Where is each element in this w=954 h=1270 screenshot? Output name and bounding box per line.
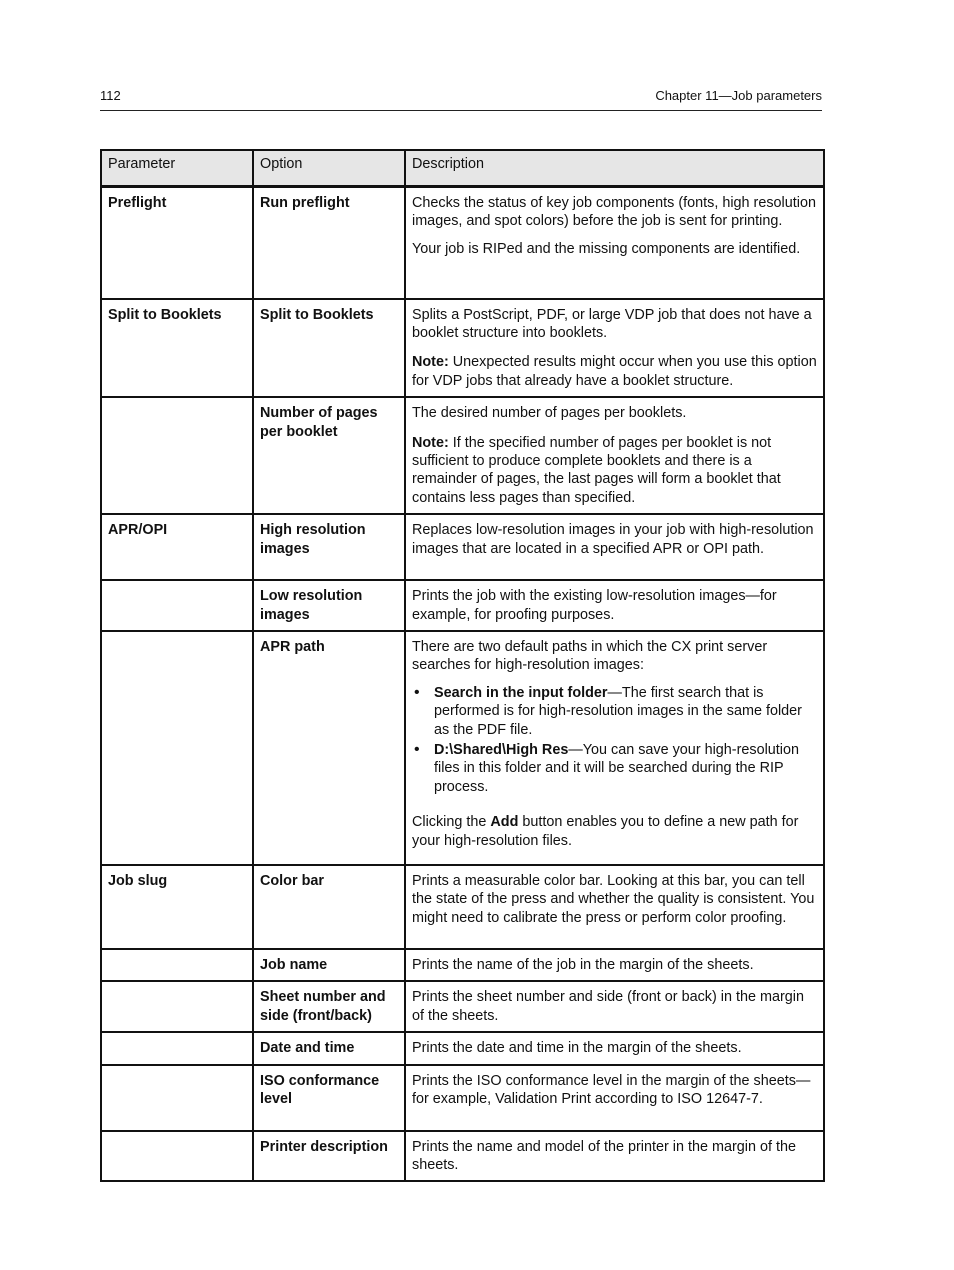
outro-text: Clicking the — [412, 814, 491, 831]
description-cell: Prints the name and model of the printer in the margin of the sheets. — [405, 1131, 824, 1182]
column-header-description: Description — [405, 150, 824, 187]
parameter-cell: Job slug — [101, 865, 253, 949]
option-cell: Date and time — [253, 1032, 405, 1064]
option-cell: Run preflight — [253, 187, 405, 299]
list-item — [412, 741, 817, 796]
option-cell: High resolution images — [253, 514, 405, 580]
description-cell: Replaces low-resolution images in your job with high-resolution images that are located in a specified APR or OPI path. — [405, 514, 824, 580]
description-cell — [405, 187, 824, 299]
note-text: If the specified number of pages per booklet is not sufficient to produce complete booklets and there is a remainder of pages, the last pages will form a booklet that contains less pages than specified. — [412, 434, 781, 506]
option-cell: Color bar — [253, 865, 405, 949]
column-header-option: Option — [253, 150, 405, 187]
path-name: D:\Shared\High Res — [434, 742, 569, 758]
note-label: Note: — [412, 354, 449, 371]
table-row — [101, 865, 824, 949]
path-description: —You can save your high-resolution files in this folder and it will be searched during the RIP process. — [434, 742, 800, 795]
job-parameters-table — [100, 149, 825, 1182]
table-row — [101, 1065, 824, 1131]
option-cell: Low resolution images — [253, 580, 405, 631]
description-cell — [405, 397, 824, 514]
option-cell: ISO conformance level — [253, 1065, 405, 1131]
table-row — [101, 949, 824, 981]
table-row — [101, 397, 824, 514]
option-cell: Job name — [253, 949, 405, 981]
table-row — [101, 299, 824, 398]
option-cell: Split to Booklets — [253, 299, 405, 398]
parameter-cell — [101, 1065, 253, 1131]
note-paragraph — [412, 434, 817, 508]
note-label: Note: — [412, 434, 449, 451]
parameter-cell: Preflight — [101, 187, 253, 299]
chapter-title: Chapter 11—Job parameters — [655, 88, 822, 103]
page-header — [100, 88, 822, 111]
column-header-parameter: Parameter — [101, 150, 253, 187]
description-cell: Prints the job with the existing low-resolution images—for example, for proofing purposes. — [405, 580, 824, 631]
parameter-cell: Split to Booklets — [101, 299, 253, 398]
parameter-cell — [101, 1032, 253, 1064]
table-header-row — [101, 150, 824, 187]
parameter-cell — [101, 1131, 253, 1182]
parameter-cell — [101, 580, 253, 631]
parameter-cell — [101, 397, 253, 514]
description-text: The desired number of pages per booklets. — [412, 405, 687, 422]
table-row — [101, 1131, 824, 1182]
description-text: Splits a PostScript, PDF, or large VDP job that does not have a booklet structure into booklets. — [412, 306, 812, 341]
page-number: 112 — [100, 88, 121, 103]
parameter-cell — [101, 981, 253, 1032]
parameter-cell — [101, 631, 253, 865]
table-row — [101, 1032, 824, 1064]
table-row — [101, 631, 824, 865]
description-cell: Prints the date and time in the margin of the sheets. — [405, 1032, 824, 1064]
description-cell: Prints the sheet number and side (front or back) in the margin of the sheets. — [405, 981, 824, 1032]
parameter-cell — [101, 949, 253, 981]
table-row — [101, 580, 824, 631]
list-item — [412, 684, 817, 739]
table-row — [101, 514, 824, 580]
note-paragraph — [412, 353, 817, 390]
option-cell: Printer description — [253, 1131, 405, 1182]
option-cell: Number of pages per booklet — [253, 397, 405, 514]
description-text: There are two default paths in which the CX print server searches for high-resolution images: — [412, 638, 768, 674]
note-text: Unexpected results might occur when you use this option for VDP jobs that already have a booklet structure. — [412, 354, 817, 389]
description-cell: Prints the ISO conformance level in the margin of the sheets—for example, Validation Print according to ISO 12647-7. — [405, 1065, 824, 1131]
bullet-list — [412, 684, 817, 796]
description-text: Checks the status of key job components (fonts, high resolution images, and spot colors) before the job is sent for printing. — [412, 195, 816, 230]
table-row — [101, 981, 824, 1032]
description-text: Your job is RIPed and the missing components are identified. — [412, 240, 801, 257]
description-cell — [405, 631, 824, 865]
option-cell: Sheet number and side (front/back) — [253, 981, 405, 1032]
description-cell: Prints the name of the job in the margin of the sheets. — [405, 949, 824, 981]
table-row — [101, 187, 824, 299]
description-cell: Prints a measurable color bar. Looking at this bar, you can tell the state of the press and whether the quality is consistent. You might need to calibrate the press or perform color proofing. — [405, 865, 824, 949]
option-cell: APR path — [253, 631, 405, 865]
path-name: Search in the input folder — [434, 684, 608, 701]
description-cell — [405, 299, 824, 398]
path-description: —The first search that is performed is for high-resolution images in the same folder as the PDF file. — [434, 684, 802, 738]
parameter-cell: APR/OPI — [101, 514, 253, 580]
add-button-label: Add — [490, 814, 519, 831]
outro-text: button enables you to define a new path for your high-resolution files. — [412, 814, 799, 849]
description-text — [412, 813, 817, 850]
